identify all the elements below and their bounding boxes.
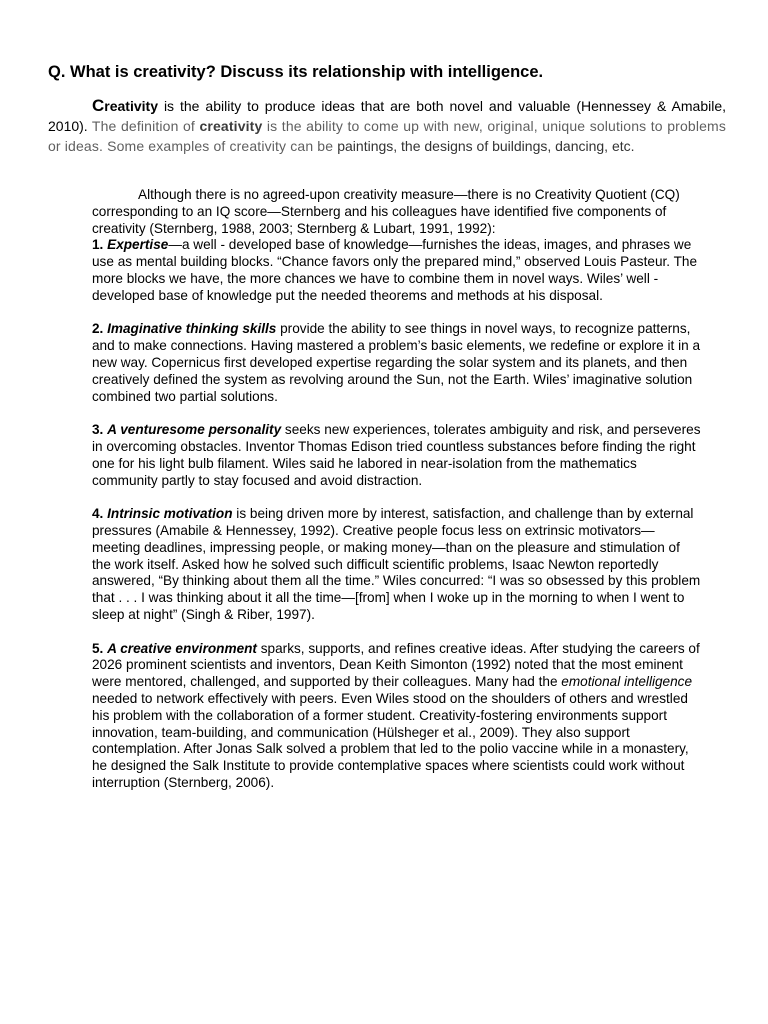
intro-definition-b-term: creativity [199,118,263,134]
component-term: Expertise [107,237,169,253]
lead-paragraph-text: Although there is no agreed-upon creativity measure—there is no Creativity Quotient (CQ) corresponding to an IQ score—Sternberg and his colleagues have identified five components of creativity (Sternberg, 1988, 2003; Sternberg & Lubart, 1991, 1992): [92,187,680,236]
component-number: 3. [92,422,104,438]
component-emphasis: emotional intelligence [561,674,693,690]
intro-definition-a: is the ability to produce ideas that are both novel and valuable (Hennessey & Amabile, 2010). [48,98,726,134]
component-text: —a well - developed base of knowledge—furnishes the ideas, images, and phrases we use as mental building blocks. “Chance favors only the prepared mind,” observed Louis Pasteur. The more blocks we have, the more chances we have to combine them in novel ways. Wiles’ well - developed base of knowledge put the needed theorems and methods at his disposal. [92,237,698,303]
intro-paragraph [48,96,726,156]
component-item-intrinsic-motivation [92,506,702,624]
component-term: A venturesome personality [107,422,282,438]
component-text-b: needed to network effectively with peers. Even Wiles stood on the shoulders of others and wrestled his problem with the collaboration of a former student. Creativity-fostering environments support innovation, team-building, and communication (Hülsheger et al., 2009). They also support contemplation. After Jonas Salk solved a problem that led to the polio vaccine while in a monastery, he designed the Salk Institute to provide contemplative spaces where scientists could work without interruption (Sternberg, 2006). [92,690,689,790]
component-item-venturesome-personality [92,422,702,489]
component-number: 4. [92,506,104,522]
component-number: 5. [92,640,104,656]
component-term: Imaginative thinking skills [107,321,277,337]
component-term: Intrinsic motivation [107,506,233,522]
component-item-creative-environment [92,641,702,792]
lead-paragraph [92,187,702,237]
component-item-expertise [92,237,702,304]
intro-term: reativity [104,98,158,114]
component-text-a: sparks, supports, and refines creative ideas. After studying the careers of 2026 prominent scientists and inventors, Dean Keith Simonton (1992) noted that the most eminent were mentored, challenged, and supported by their colleagues. Many had the [92,640,700,690]
intro-examples: paintings, the designs of buildings, dancing, etc. [337,138,635,154]
question-heading: Q. What is creativity? Discuss its relationship with intelligence. [48,63,544,81]
component-term: A creative environment [107,640,257,656]
component-number: 2. [92,321,104,337]
component-text: is being driven more by interest, satisfaction, and challenge than by external pressures (Amabile & Hennessey, 1992). Creative people focus less on extrinsic motivators—meeting deadlines, impressing people, or making money—than on the pleasure and stimulation of the work itself. Asked how he solved such difficult scientific problems, Isaac Newton reportedly answered, “By thinking about them all the time.” Wiles concurred: “I was so obsessed by this problem that . . . I was thinking about it all the time—[from] when I woke up in the morning to when I went to sleep at night” (Singh & Riber, 1997). [92,506,701,622]
component-number: 1. [92,237,104,253]
intro-definition-b-pre: The definition of [87,118,200,134]
intro-definition-b-post: is the ability to come up with new, original, unique solutions to problems or ideas. Some examples of creativity can be [48,118,726,154]
component-text: provide the ability to see things in novel ways, to recognize patterns, and to make connections. Having mastered a problem’s basic elements, we redefine or explore it in a new way. Copernicus first developed expertise regarding the solar system and its planets, and then creatively defined the system as revolving around the Sun, not the Earth. Wiles’ imaginative solution combined two partial solutions. [92,321,701,404]
component-item-imaginative-thinking [92,321,702,405]
component-text: seeks new experiences, tolerates ambiguity and risk, and perseveres in overcoming obstacles. Inventor Thomas Edison tried countless substances before finding the right one for his light bulb filament. Wiles said he labored in near-isolation from the mathematics community partly to stay focused and avoid distraction. [92,422,701,488]
intro-dropcap: C [92,96,105,115]
components-section [92,187,702,808]
